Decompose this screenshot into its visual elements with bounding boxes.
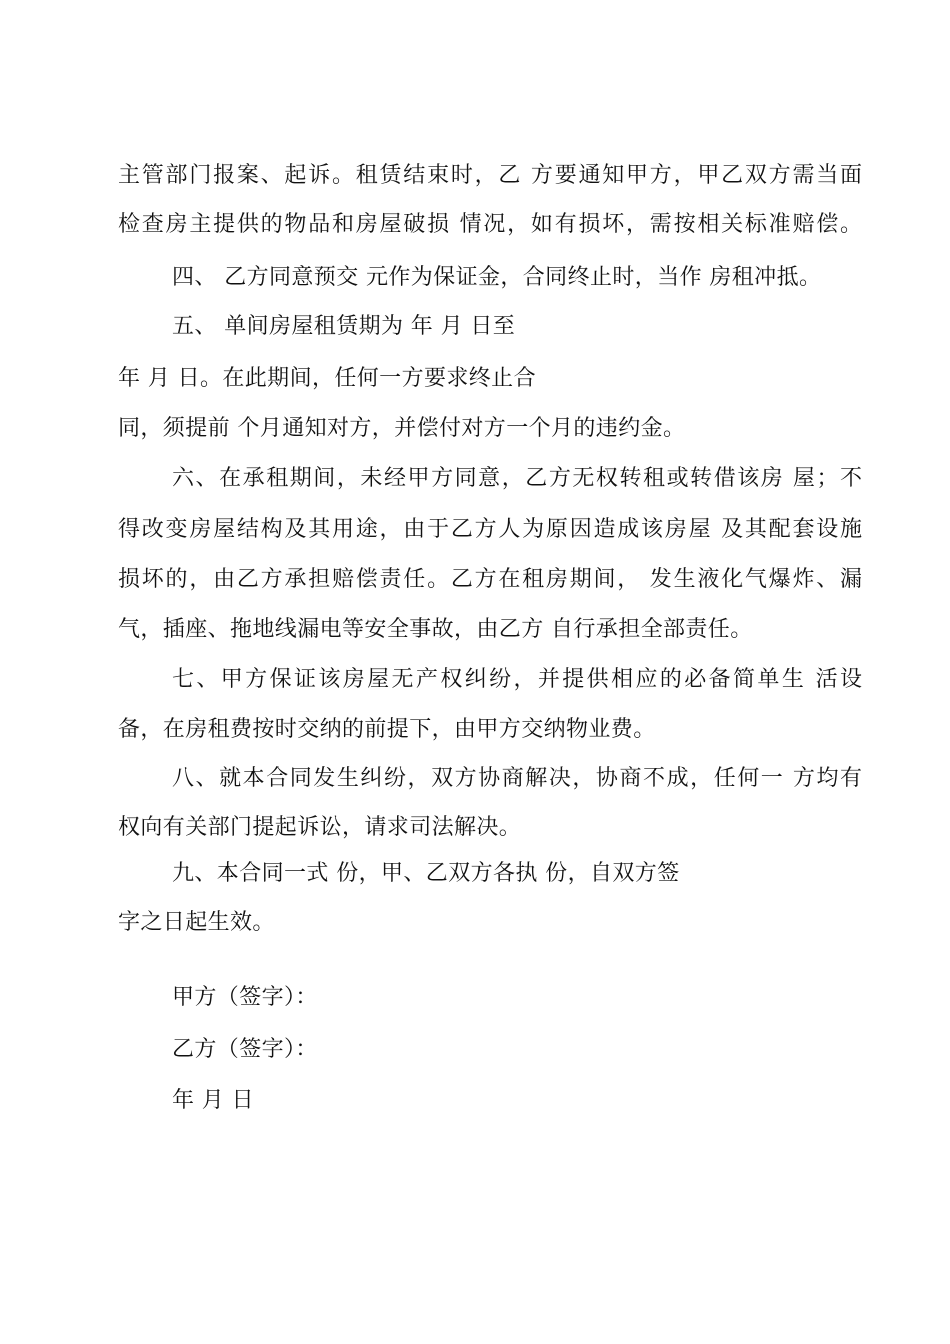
- clause-4-line: 四、 乙方同意预交 元作为保证金，合同终止时，当作 房租冲抵。: [172, 265, 822, 290]
- text-line: 权向有关部门提起诉讼，请求司法解决。: [118, 815, 522, 840]
- text-line: 损坏的，由乙方承担赔偿责任。乙方在租房期间， 发生液化气爆炸、漏: [118, 567, 862, 592]
- clause-7-line: 七、甲方保证该房屋无产权纠纷，并提供相应的必备简单生 活设: [172, 667, 862, 692]
- clause-5-line: 五、 单间房屋租赁期为 年 月 日至: [172, 314, 516, 339]
- text-line: 备，在房租费按时交纳的前提下，由甲方交纳物业费。: [118, 717, 656, 742]
- clause-6-line: 六、在承租期间，未经甲方同意，乙方无权转租或转借该房 屋；不: [172, 466, 862, 491]
- clause-9-line: 九、本合同一式 份，甲、乙双方各执 份，自双方签: [172, 861, 680, 886]
- signature-date: 年 月 日: [172, 1088, 254, 1113]
- text-line: 年 月 日。在此期间，任何一方要求终止合: [118, 366, 536, 391]
- text-line: 同，须提前 个月通知对方，并偿付对方一个月的违约金。: [118, 416, 686, 441]
- text-line: 主管部门报案、起诉。租赁结束时，乙 方要通知甲方，甲乙双方需当面: [118, 163, 862, 188]
- text-line: 字之日起生效。: [118, 910, 275, 935]
- clause-8-line: 八、就本合同发生纠纷，双方协商解决，协商不成，任何一 方均有: [172, 766, 862, 791]
- text-line: 检查房主提供的物品和房屋破损 情况，如有损坏，需按相关标准赔偿。: [118, 212, 862, 237]
- party-b-signature: 乙方（签字）：: [172, 1037, 318, 1062]
- text-line: 得改变房屋结构及其用途，由于乙方人为原因造成该房屋 及其配套设施: [118, 517, 862, 542]
- text-line: 气，插座、拖地线漏电等安全事故，由乙方 自行承担全部责任。: [118, 617, 753, 642]
- party-a-signature: 甲方（签字）：: [172, 985, 318, 1010]
